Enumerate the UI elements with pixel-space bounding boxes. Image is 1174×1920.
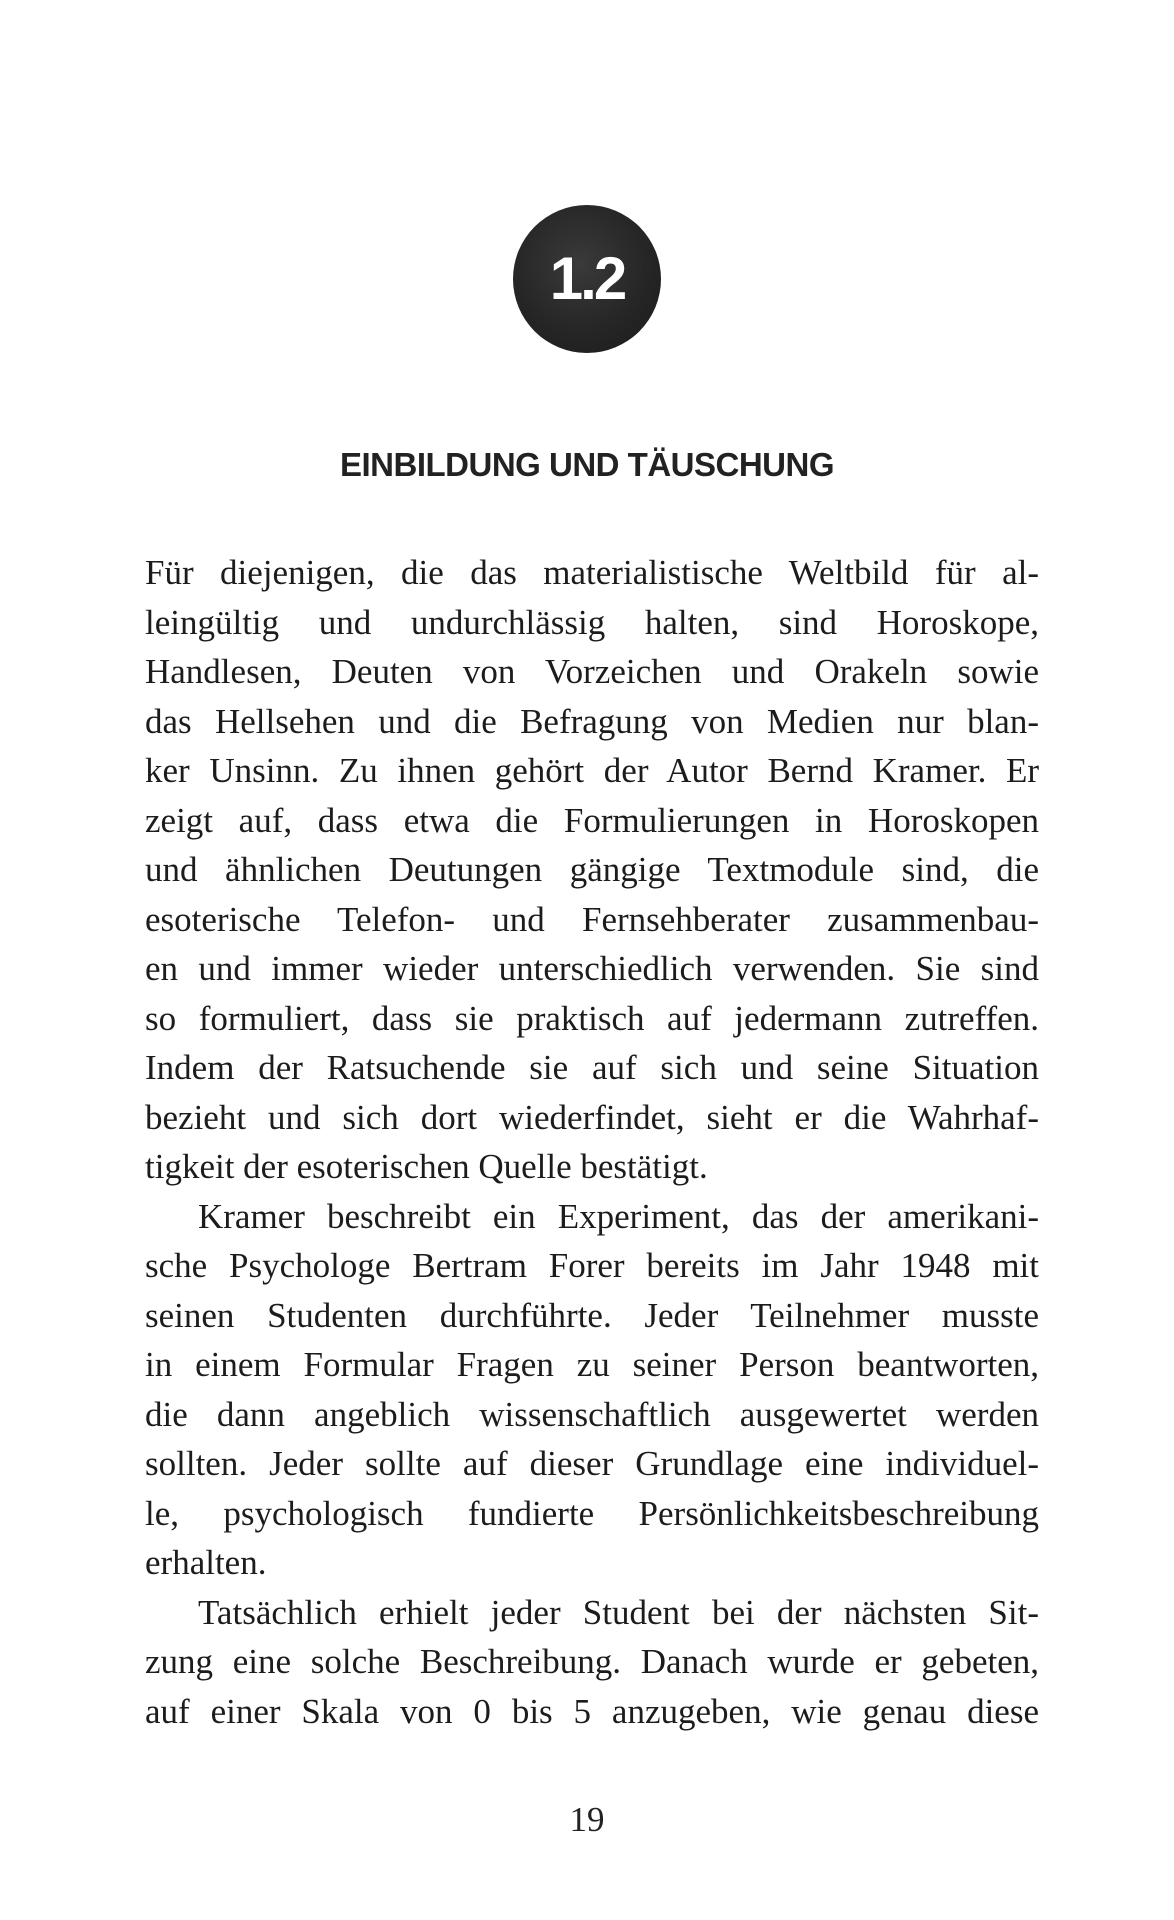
page-number: 19 xyxy=(569,1800,605,1839)
text-line: die dann angeblich wissenschaftlich ausgewertet werden xyxy=(145,1394,1039,1434)
body-text xyxy=(145,548,1039,1736)
text-line: das Hellsehen und die Befragung von Medien nur blan- xyxy=(145,701,1039,741)
text-line: sollten. Jeder sollte auf dieser Grundlage eine individuel- xyxy=(145,1444,1039,1483)
text-line: seinen Studenten durchführte. Jeder Teilnehmer musste xyxy=(145,1295,1039,1335)
text-line: zung eine solche Beschreibung. Danach wurde er gebeten, xyxy=(145,1642,1039,1681)
text-line: Handlesen, Deuten von Vorzeichen und Orakeln sowie xyxy=(145,652,1039,691)
text-line: Kramer beschreibt ein Experiment, das der amerikani- xyxy=(198,1196,1039,1236)
text-line: auf einer Skala von 0 bis 5 anzugeben, wie genau diese xyxy=(145,1691,1039,1731)
text-line: esoterische Telefon- und Fernsehberater zusammenbau- xyxy=(145,899,1039,939)
text-line: erhalten. xyxy=(145,1543,267,1582)
text-line: Tatsächlich erhielt jeder Student bei der nächsten Sit- xyxy=(198,1592,1039,1632)
chapter-number-badge xyxy=(513,205,661,353)
text-line: le, psychologisch fundierte Persönlichkeitsbeschreibung xyxy=(145,1493,1039,1533)
chapter-number: 1.2 xyxy=(549,245,625,312)
text-line: sche Psychologe Bertram Forer bereits im Jahr 1948 mit xyxy=(145,1246,1039,1285)
chapter-title: EINBILDUNG UND TÄUSCHUNG xyxy=(340,446,834,483)
text-line: tigkeit der esoterischen Quelle bestätigt. xyxy=(145,1147,708,1186)
text-line: Für diejenigen, die das materialistische Weltbild für al- xyxy=(145,553,1039,592)
text-line: so formuliert, dass sie praktisch auf jedermann zutreffen. xyxy=(145,998,1039,1038)
text-line: ker Unsinn. Zu ihnen gehört der Autor Bernd Kramer. Er xyxy=(145,751,1039,790)
text-line: bezieht und sich dort wiederfindet, sieht er die Wahrhaf- xyxy=(145,1097,1039,1137)
text-line: Indem der Ratsuchende sie auf sich und seine Situation xyxy=(145,1048,1039,1087)
text-line: in einem Formular Fragen zu seiner Person beantworten, xyxy=(145,1345,1039,1384)
text-line: und ähnlichen Deutungen gängige Textmodule sind, die xyxy=(145,850,1039,889)
text-line: en und immer wieder unterschiedlich verwenden. Sie sind xyxy=(145,949,1039,988)
text-line: leingültig und undurchlässig halten, sind Horoskope, xyxy=(145,602,1039,642)
text-line: zeigt auf, dass etwa die Formulierungen in Horoskopen xyxy=(145,800,1039,840)
